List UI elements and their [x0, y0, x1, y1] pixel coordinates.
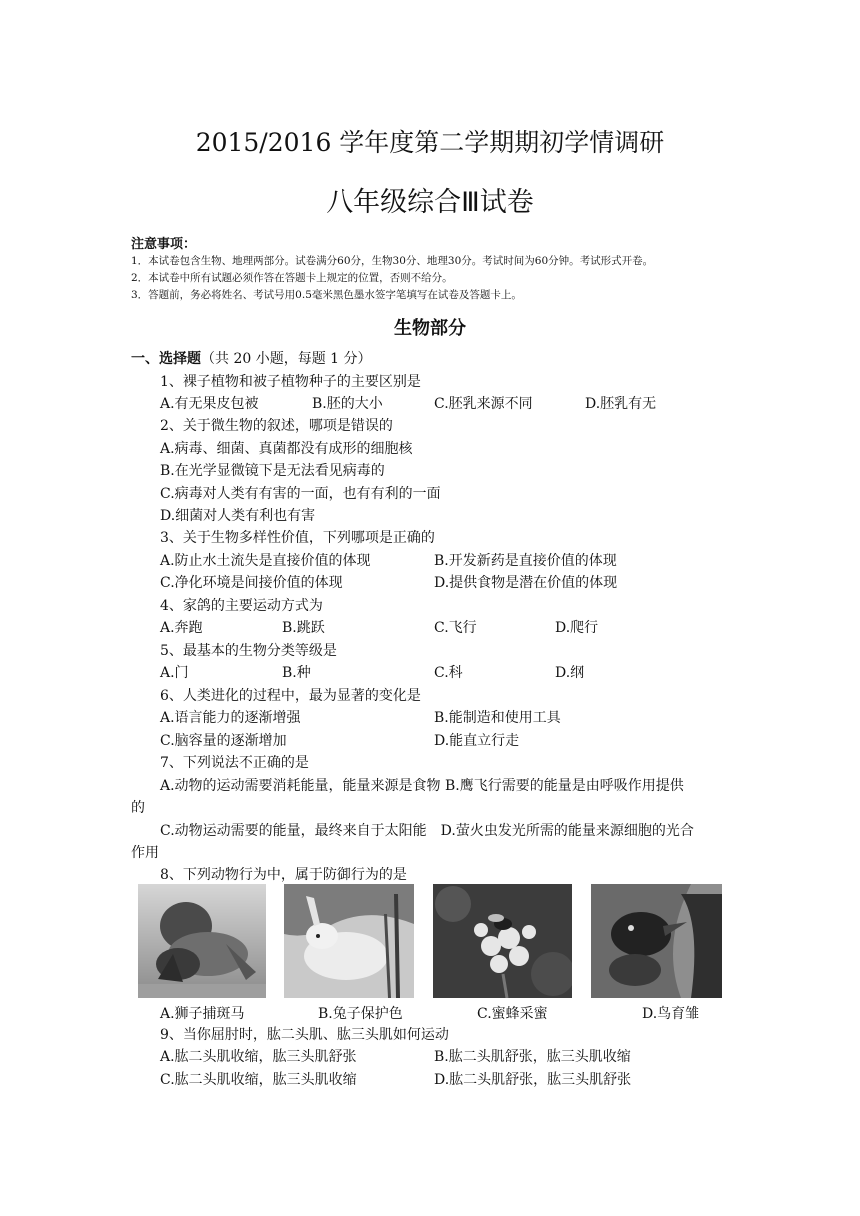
option: A.门 [160, 665, 189, 681]
option: C.胚乳来源不同 [434, 396, 533, 412]
section-title: 生物部分 [394, 318, 466, 339]
option: D.纲 [555, 665, 585, 681]
exam-subtitle: 八年级综合Ⅲ试卷 [326, 187, 534, 218]
option: D.胚乳有无 [585, 396, 657, 412]
option-line-wrap: 的 [131, 800, 145, 816]
part-heading [131, 348, 372, 368]
option: D.能直立行走 [434, 733, 520, 749]
question-stem: 6、人类进化的过程中，最为显著的变化是 [160, 688, 421, 704]
option: D.提供食物是潜在价值的体现 [434, 575, 618, 591]
option: A.奔跑 [160, 620, 203, 636]
option: C.肱二头肌收缩，肱三头肌收缩 [160, 1072, 357, 1088]
option: D.细菌对人类有利也有害 [160, 508, 316, 524]
option-line-wrap: 作用 [131, 845, 159, 861]
part-note: （共 20 小题，每题 1 分） [201, 351, 372, 367]
part-label: 一、选择题 [131, 351, 201, 367]
option: C.病毒对人类有有害的一面，也有有利的一面 [160, 486, 441, 502]
notice-item: 3．答题前，务必将姓名、考试号用0.5毫米黑色墨水签字笔填写在试卷及答题卡上。 [131, 289, 522, 301]
option: C.蜜蜂采蜜 [477, 1006, 548, 1022]
question-stem: 2、关于微生物的叙述，哪项是错误的 [160, 418, 393, 434]
option: B.种 [282, 665, 311, 681]
option-line: A.动物的运动需要消耗能量，能量来源是食物 B.鹰飞行需要的能量是由呼吸作用提供 [160, 778, 684, 794]
option: D.肱二头肌舒张，肱三头肌舒张 [434, 1072, 632, 1088]
question-stem: 8、下列动物行为中，属于防御行为的是 [160, 867, 407, 883]
question-stem: 7、下列说法不正确的是 [160, 755, 309, 771]
option: A.防止水土流失是直接价值的体现 [160, 553, 371, 569]
question-stem: 9、当你屈肘时，肱二头肌、肱三头肌如何运动 [160, 1027, 449, 1043]
option: B.开发新药是直接价值的体现 [434, 553, 617, 569]
option: B.跳跃 [282, 620, 325, 636]
exam-title: 2015/2016 学年度第二学期期初学情调研 [195, 128, 665, 157]
option: B.在光学显微镜下是无法看见病毒的 [160, 463, 385, 479]
question-stem: 3、关于生物多样性价值，下列哪项是正确的 [160, 530, 435, 546]
notice-item: 2．本试卷中所有试题必须作答在答题卡上规定的位置，否则不给分。 [131, 272, 453, 284]
option: C.脑容量的逐渐增加 [160, 733, 287, 749]
option: A.有无果皮包被 [160, 396, 259, 412]
option: B.胚的大小 [312, 396, 383, 412]
option: C.飞行 [434, 620, 477, 636]
option: C.科 [434, 665, 463, 681]
question-stem: 1、裸子植物和被子植物种子的主要区别是 [160, 374, 421, 390]
option: B.肱二头肌舒张，肱三头肌收缩 [434, 1049, 631, 1065]
rabbit-camouflage-photo [284, 884, 414, 998]
option: A.肱二头肌收缩，肱三头肌舒张 [160, 1049, 357, 1065]
option-line: C.动物运动需要的能量，最终来自于太阳能 D.萤火虫发光所需的能量来源细胞的光合 [160, 823, 694, 839]
option: B.兔子保护色 [318, 1006, 403, 1022]
option: D.鸟育雏 [642, 1006, 700, 1022]
notice-heading: 注意事项： [131, 237, 197, 252]
question-stem: 4、家鸽的主要运动方式为 [160, 598, 323, 614]
bee-flower-photo [433, 884, 572, 998]
notice-item: 1．本试卷包含生物、地理两部分。试卷满分60分，生物30分、地理30分。考试时间为60分钟。考试形式开卷。 [131, 255, 654, 267]
option: B.能制造和使用工具 [434, 710, 561, 726]
option: D.爬行 [555, 620, 599, 636]
bird-feeding-chicks-photo [591, 884, 722, 998]
question-stem: 5、最基本的生物分类等级是 [160, 643, 337, 659]
option: C.净化环境是间接价值的体现 [160, 575, 343, 591]
lion-zebra-photo [138, 884, 266, 998]
option: A.病毒、细菌、真菌都没有成形的细胞核 [160, 441, 413, 457]
option: A.语言能力的逐渐增强 [160, 710, 301, 726]
option: A.狮子捕斑马 [160, 1006, 245, 1022]
